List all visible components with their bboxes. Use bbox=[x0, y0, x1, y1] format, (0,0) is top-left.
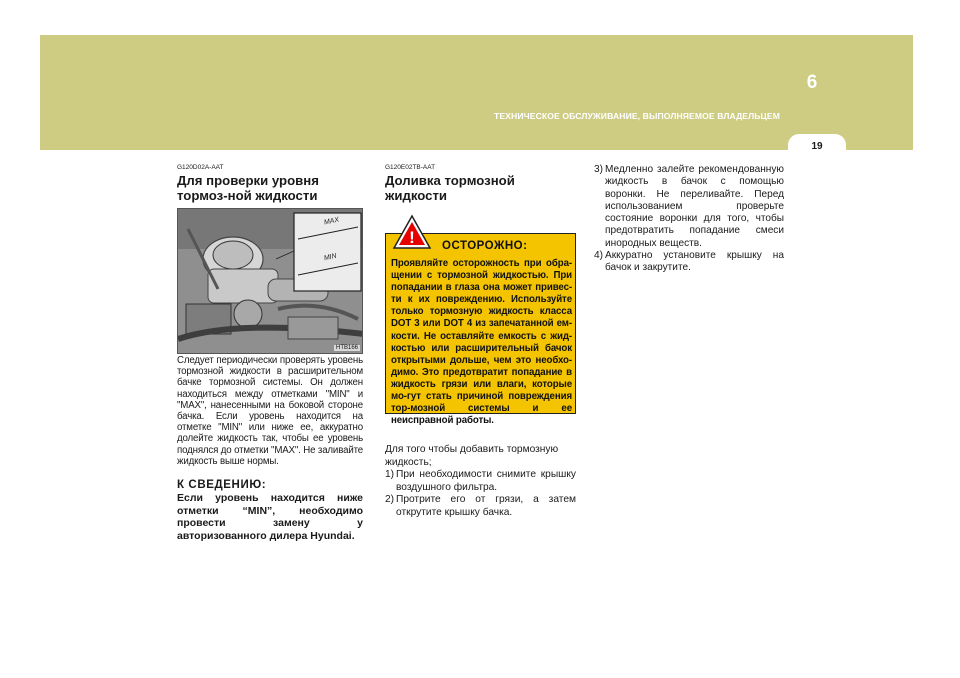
step-text: Медленно залейте рекомендованную жидкость в бачок с помощью воронки. Не переливайте. Перед использованием проверьте состояние воронки для того, чтобы предотвратить попадание смеси инородных веществ. bbox=[605, 164, 784, 249]
refill-intro: Для того чтобы добавить тормозную жидкость; bbox=[385, 444, 559, 468]
list-item bbox=[385, 469, 576, 494]
section-code: G120D02A-AAT bbox=[177, 164, 224, 171]
section-heading: Для проверки уровня тормоз-ной жидкости bbox=[177, 173, 319, 203]
section-code: G120E02TB-AAT bbox=[385, 164, 436, 171]
section-heading: Доливка тормозной жидкости bbox=[385, 173, 515, 203]
header-band bbox=[40, 35, 913, 150]
step-text: Аккуратно установите крышку на бачок и закрутите. bbox=[605, 250, 784, 274]
max-mark: MAX bbox=[323, 216, 340, 227]
section-number: 6 bbox=[806, 72, 818, 93]
warning-text: Проявляйте осторожность при обра-щении с тормозной жидкостью. При попадании в глаза она может привес-ти к их повреждению. Используйте только тормозную жидкость класса DOT 3 или DOT 4 из запечатанной ем-кости. Не оставляйте емкость с жид-костью или расширительный бачок открытыми дольше, чем это необхо-димо. Это предотвратит попадание в жидкость грязи или влаги, которые мо-гут стать причиной повреждения тор-мозной системы и ее неисправной работы. bbox=[391, 258, 572, 427]
step-number: 3) bbox=[594, 164, 603, 175]
section-title: ТЕХНИЧЕСКОЕ ОБСЛУЖИВАНИЕ, ВЫПОЛНЯЕМОЕ ВЛАДЕЛЬЦЕМ bbox=[494, 111, 781, 121]
warning-box bbox=[385, 228, 576, 427]
page-number: 19 bbox=[788, 134, 846, 156]
step-text: Протрите его от грязи, а затем открутите крышку бачка. bbox=[396, 494, 576, 518]
photo-code: HTB166 bbox=[335, 345, 358, 351]
middle-column bbox=[385, 164, 576, 520]
min-mark: MIN bbox=[323, 252, 338, 263]
brake-reservoir-photo bbox=[177, 208, 363, 354]
note-text: Если уровень находится ниже отметки “MIN”, необходимо провести замену у авторизованного дилера Hyundai. bbox=[177, 492, 363, 542]
warning-triangle-icon bbox=[392, 214, 432, 250]
step-number: 1) bbox=[385, 469, 395, 481]
step-number: 4) bbox=[594, 250, 603, 262]
list-item bbox=[594, 250, 784, 275]
right-column bbox=[594, 164, 784, 275]
left-column bbox=[177, 164, 363, 542]
step-number: 2) bbox=[385, 494, 395, 506]
warning-title: ОСТОРОЖНО: bbox=[442, 240, 528, 252]
level-check-text: Следует периодически проверять уровень тормозной жидкости в расширительном бачке тормозной системы. Он должен находиться между отметками "MIN" и "MAX", нанесенными на боковой стороне бачка. Если уровень находится на отметке "MIN" или ниже ее, аккуратно долейте жидкость так, чтобы ее уровень поднялся до отметки "MAX". Не заливайте жидкость выше нормы. bbox=[177, 355, 363, 467]
warning-symbol: ! bbox=[409, 228, 415, 247]
step-text: При необходимости снимите крышку воздушного фильтра. bbox=[396, 469, 576, 493]
list-item bbox=[594, 164, 784, 250]
note-heading: К СВЕДЕНИЮ: bbox=[177, 479, 267, 492]
engine-bay-illustration bbox=[178, 209, 363, 354]
list-item bbox=[385, 494, 576, 519]
